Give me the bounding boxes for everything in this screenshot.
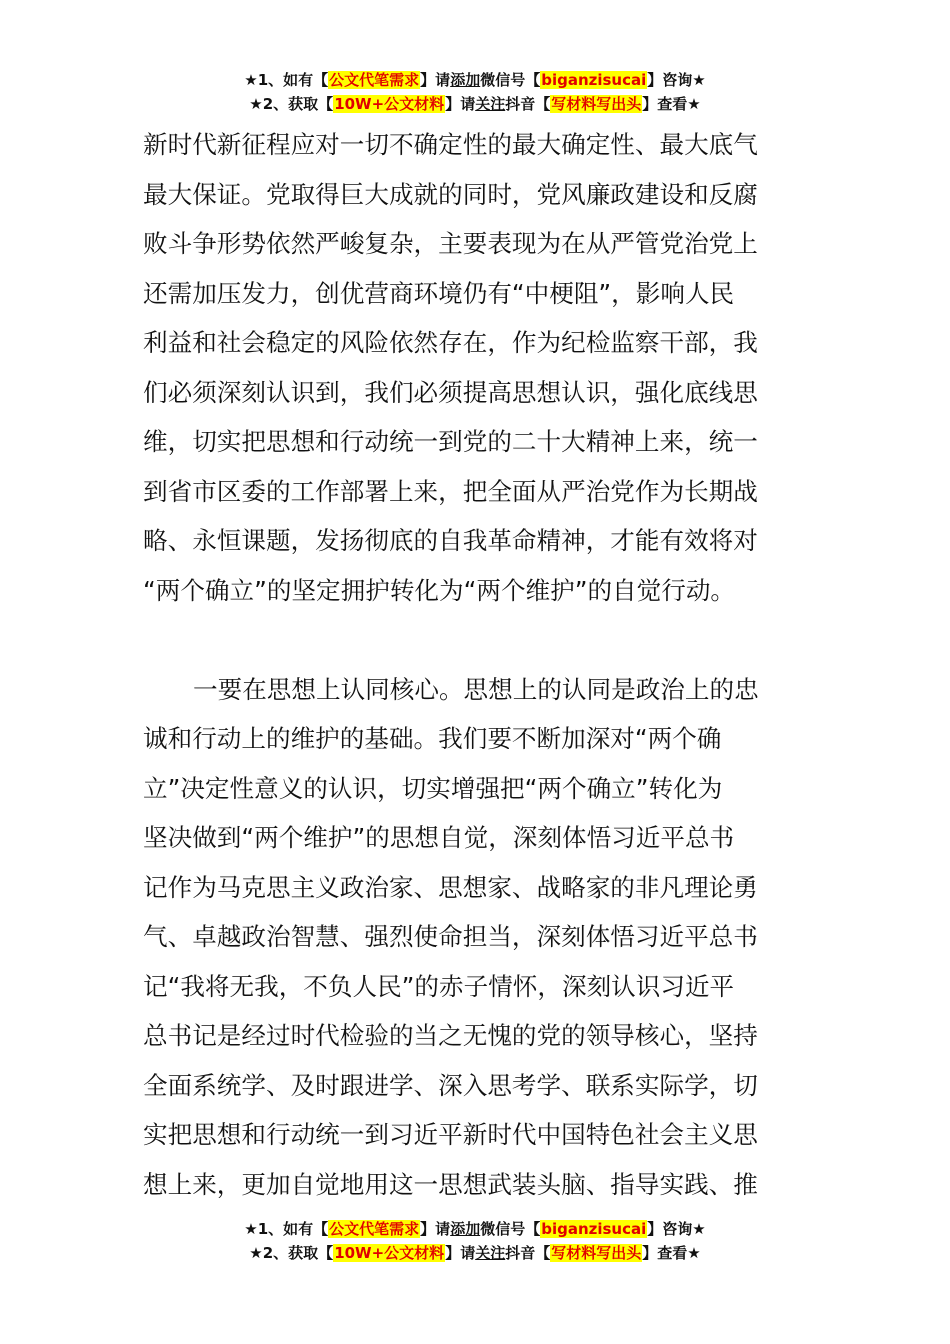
text-line: 们必须深刻认识到，我们必须提高思想认识，强化底线思 [143, 377, 758, 407]
paragraph-spacer [143, 615, 807, 665]
text-line: 维，切实把思想和行动统一到党的二十大精神上来，统一 [143, 427, 758, 456]
banner-line-2: ★2、获取【10W+公文材料】请关注抖音【写材料写出头】查看★ [249, 95, 701, 113]
text-line: 诚和行动上的维护的基础。我们要不断加深对“两个确 [143, 724, 722, 753]
paragraph-1 [143, 120, 807, 615]
footer-banner [0, 1217, 950, 1265]
highlight-materials: 10W+公文材料 [334, 95, 445, 113]
text-line: 一要在思想上认同核心。思想上的认同是政治上的忠 [193, 674, 759, 704]
text-line: 坚决做到“两个维护”的思想自觉，深刻体悟习近平总书 [143, 823, 735, 852]
text-line: 实把思想和行动统一到习近平新时代中国特色社会主义思 [143, 1120, 758, 1149]
highlight-douyin-account: 写材料写出头 [551, 1244, 642, 1262]
text-line: 略、永恒课题，发扬彻底的自我革命精神，才能有效将对 [143, 526, 758, 555]
document-body [143, 120, 807, 1209]
text-line: 总书记是经过时代检验的当之无愧的党的领导核心，坚持 [143, 1021, 758, 1050]
banner-line-1: ★1、如有【公文代笔需求】请添加微信号【biganzisucai】咨询★ [244, 1220, 706, 1238]
text-line: 败斗争形势依然严峻复杂，主要表现为在从严管党治党上 [143, 229, 758, 258]
highlight-service: 公文代笔需求 [329, 1220, 420, 1238]
highlight-materials: 10W+公文材料 [334, 1244, 445, 1262]
text-line: 想上来，更加自觉地用这一思想武装头脑、指导实践、推 [143, 1169, 758, 1199]
text-line: “两个确立”的坚定拥护转化为“两个维护”的自觉行动。 [143, 575, 736, 605]
highlight-service: 公文代笔需求 [329, 71, 420, 89]
text-line: 最大保证。党取得巨大成就的同时，党风廉政建设和反腐 [143, 179, 758, 209]
text-line: 立”决定性意义的认识，切实增强把“两个确立”转化为 [143, 773, 723, 803]
text-line: 记“我将无我，不负人民”的赤子情怀，深刻认识习近平 [143, 971, 735, 1001]
highlight-douyin-account: 写材料写出头 [551, 95, 642, 113]
banner-line-2: ★2、获取【10W+公文材料】请关注抖音【写材料写出头】查看★ [249, 1244, 701, 1262]
text-line: 还需加压发力，创优营商环境仍有“中梗阻”，影响人民 [143, 278, 735, 308]
header-banner [0, 68, 950, 116]
text-line: 气、卓越政治智慧、强烈使命担当，深刻体悟习近平总书 [143, 922, 758, 951]
highlight-wechat-id: biganzisucai [541, 1220, 647, 1238]
highlight-wechat-id: biganzisucai [541, 71, 647, 89]
banner-line-1: ★1、如有【公文代笔需求】请添加微信号【biganzisucai】咨询★ [244, 71, 706, 89]
text-line: 全面系统学、及时跟进学、深入思考学、联系实际学，切 [143, 1070, 758, 1100]
text-line: 新时代新征程应对一切不确定性的最大确定性、最大底气 [143, 130, 758, 159]
text-line: 到省市区委的工作部署上来，把全面从严治党作为长期战 [143, 476, 758, 506]
text-line: 记作为马克思主义政治家、思想家、战略家的非凡理论勇 [143, 872, 758, 902]
text-line: 利益和社会稳定的风险依然存在，作为纪检监察干部，我 [143, 328, 758, 357]
paragraph-2 [143, 665, 807, 1210]
